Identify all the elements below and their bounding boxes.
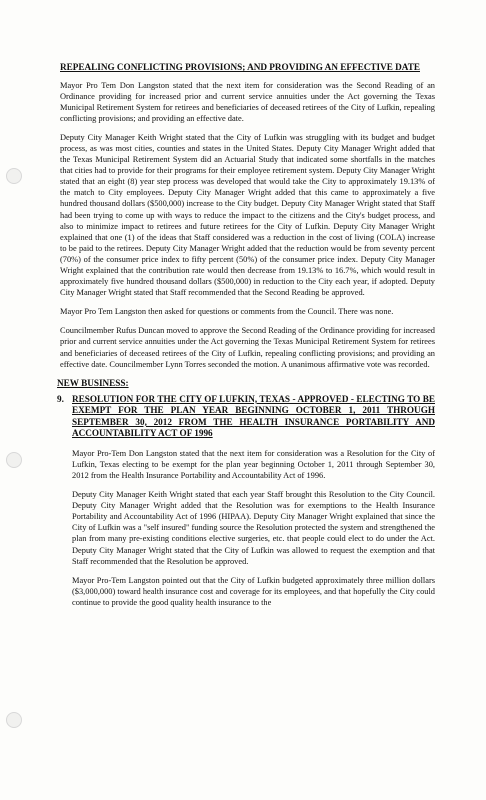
paragraph: Deputy City Manager Keith Wright stated that the City of Lufkin was struggling with its budget and budget process, as was most cities, counties and states in the United States. Deputy City Manager Wright added that the Texas Municipal Retirement System did an Actuarial Study that indicated some shortfalls in the matches that cities had to provide for their programs for their employee retirement system. Deputy City Manager Wright stated that an eight (8) year step process was developed that would take the City to approximately 19.13% of the match to City employees. Deputy City Manager Wright added that this came to approximately a five hundred thousand dollars ($500,000) increase to the City budget. Deputy City Manager Wright stated that Staff had been trying to come up with ways to reduce the impact to the citizens and the City's budget process, and also to minimize impact to retirees and future retirees for the City of Lufkin. Deputy City Manager Wright explained that one (1) of the ideas that Staff considered was a reduction in the cost of living (COLA) increase to be paid to the retirees. Deputy City Manager Wright added that the reduction would be from seventy percent (70%) of the consumer price index to fifty percent (50%) of the consumer price index. Deputy City Manager Wright explained that the contribution rate would then decrease from 19.13% to 16.7%, which would result in approximately five hundred thousand dollars ($500,000) in reduction to the City each year, if adopted. Deputy City Manager Wright stated that Staff recommended that the Second Reading be approved. xyxy=(60,132,435,298)
document-body xyxy=(57,62,435,616)
item-title: RESOLUTION FOR THE CITY OF LUFKIN, TEXAS - APPROVED - ELECTING TO BE EXEMPT FOR THE PLAN YEAR BEGINNING OCTOBER 1, 2011 THROUGH SEPTEMBER 30, 2012 FROM THE HEALTH INSURANCE PORTABILITY AND ACCOUNTABILITY ACT OF 1996 xyxy=(72,393,435,439)
punch-hole xyxy=(6,452,22,468)
new-business-heading: NEW BUSINESS: xyxy=(57,377,129,388)
paragraph: Mayor Pro-Tem Don Langston stated that the next item for consideration was a Resolution for the City of Lufkin, Texas electing to be exempt for the plan year beginning October 1, 2011 through September 30, 2012 from the Health Insurance Portability and Accountability Act of 1996. xyxy=(72,448,435,480)
paragraph: Councilmember Rufus Duncan moved to approve the Second Reading of the Ordinance providing for increased prior and current service annuities under the Act governing the Texas Municipal Retirement System for retirees and beneficiaries of deceased retirees of the City of Lufkin, repealing conflicting provisions; and providing an effective date. Councilmember Lynn Torres seconded the motion. A unanimous affirmative vote was recorded. xyxy=(60,326,435,369)
paragraph: Deputy City Manager Keith Wright stated that each year Staff brought this Resolution to the City Council. Deputy City Manager Wright added that the Resolution was for exemptions to the Health Insurance Portability and Accountability Act of 1996 (HIPAA). Deputy City Manager Wright explained that since the City of Lufkin was a "self insured" funding source the Resolution protected the system and strengthened the plan from many pre-existing conditions elective surgeries, etc. that people could elect to do under the Act. Deputy City Manager Wright stated that the City of Lufkin was allowed to request the exemption and that Staff recommended that the Resolution be approved. xyxy=(72,490,435,566)
section-heading: REPEALING CONFLICTING PROVISIONS; AND PROVIDING AN EFFECTIVE DATE xyxy=(60,62,420,72)
item-number: 9. xyxy=(57,393,64,404)
paragraph: Mayor Pro-Tem Langston pointed out that the City of Lufkin budgeted approximately three million dollars ($3,000,000) toward health insurance cost and coverage for its employees, and that hopefully the City could continue to provide the good quality health insurance to the xyxy=(72,575,435,607)
paragraph: Mayor Pro Tem Don Langston stated that the next item for consideration was the Second Reading of an Ordinance providing for increased prior and current service annuities under the Act governing the Texas Municipal Retirement System for retirees and beneficiaries of deceased retirees of the City of Lufkin, repealing conflicting provisions; and providing an effective date. xyxy=(60,80,435,123)
agenda-item xyxy=(57,394,435,440)
paragraph: Mayor Pro Tem Langston then asked for questions or comments from the Council. There was none. xyxy=(60,307,394,317)
punch-hole xyxy=(6,168,22,184)
punch-hole xyxy=(6,712,22,728)
item-body xyxy=(72,448,435,608)
